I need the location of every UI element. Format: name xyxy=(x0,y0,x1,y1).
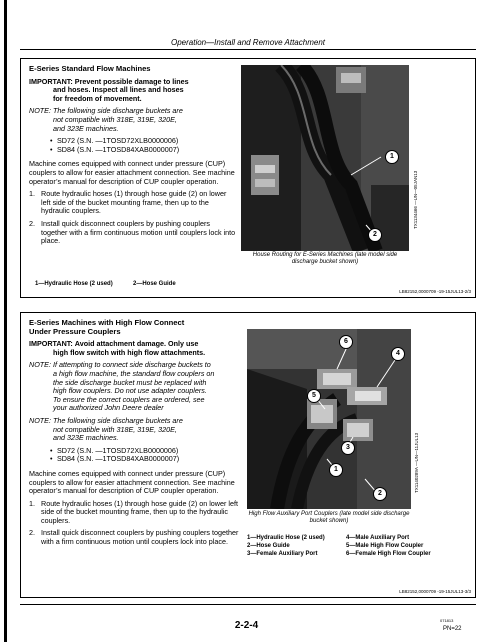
pn-label: PN=22 xyxy=(443,626,462,632)
figure-caption: House Routing for E-Series Machines (late model side discharge bucket shown) xyxy=(252,252,398,265)
legend-item: 2—Hose Guide xyxy=(247,543,290,549)
legend-item: 5—Male High Flow Coupler xyxy=(346,543,424,549)
callout-2: 2 xyxy=(368,228,382,242)
page-edge-bar xyxy=(4,0,7,642)
section-standard-flow xyxy=(20,58,476,298)
section2-note-high-flow: NOTE: If attempting to connect side discharge buckets to a high flow machine, the standard flow couplers on the side discharge bucket must be replaced with high flow couplers. Do not use adapter couplers. To ensure the correct couplers are ordered, see your authorized John Deere dealer xyxy=(29,360,215,413)
callout-4: 4 xyxy=(391,347,405,361)
reference-code: LB82152,0000709 -19-15JUL13-2/3 xyxy=(399,289,471,294)
section1-heading: E-Series Standard Flow Machines xyxy=(29,64,151,73)
callout-1: 1 xyxy=(385,150,399,164)
page-header: Operation—Install and Remove Attachment xyxy=(170,38,325,47)
section2-paragraph: Machine comes equipped with connect under pressure (CUP) couplers to allow for easier attachment connection. See machine operator’s manual for description of CUP coupler operation. xyxy=(29,468,235,496)
step-item: 2. Install quick disconnect couplers by pushing couplers together with a firm continuous motion until couplers lock into place. xyxy=(29,528,239,547)
bullet-item: • SD84 (S.N. —1TOSD84XAB0000007) xyxy=(29,146,237,155)
step-item: 2. Install quick disconnect couplers by pushing couplers together with a firm continuous motion until couplers lock into place. xyxy=(29,218,236,246)
callout-1: 1 xyxy=(329,463,343,477)
callout-2: 2 xyxy=(373,487,387,501)
footer-rule xyxy=(20,604,476,605)
section1-note: NOTE: The following side discharge buckets are not compatible with 318E, 319E, 320E, and 323E machines. xyxy=(29,106,183,133)
section2-note-compat: NOTE: The following side discharge buckets are not compatible with 318E, 319E, 320E, and 323E machines. xyxy=(29,415,183,443)
section2-important: IMPORTANT: Avoid attachment damage. Only use high flow switch with high flow attachments. xyxy=(29,339,206,357)
header-rule xyxy=(20,49,476,50)
step-item: 1. Route hydraulic hoses (1) through hose guide (2) on lower left side of the bucket mounting frame, then up to the hydraulic couplers. xyxy=(29,189,227,216)
callout-6: 6 xyxy=(339,335,353,349)
hose-routing-illustration xyxy=(241,65,409,251)
hose-routing-photo xyxy=(241,65,409,251)
legend-item: 4—Male Auxiliary Port xyxy=(346,535,410,541)
legend-item: 1—Hydraulic Hose (2 used) xyxy=(35,281,113,287)
figure-code: TX1140289A —UN—11JUL13 xyxy=(414,432,419,493)
coupler-illustration xyxy=(247,329,411,509)
step-item: 1. Route hydraulic hoses (1) through hose guide (2) on lower left side of the bucket mounting frame, then up to the hydraulic couplers. xyxy=(29,498,238,525)
footer-code: 071813 xyxy=(440,618,454,623)
reference-code: LB82152,0000709 -19-15JUL13-3/3 xyxy=(399,589,471,594)
section2-text xyxy=(29,319,239,551)
section1-important: IMPORTANT: Prevent possible damage to lines and hoses. Inspect all lines and hoses for freedom of movement. xyxy=(29,76,189,103)
page-number: 2-2-4 xyxy=(234,620,259,631)
section2-heading: E-Series Machines with High Flow Connect Under Pressure Couplers xyxy=(29,318,185,336)
legend-item: 6—Female High Flow Coupler xyxy=(346,551,431,557)
callout-5: 5 xyxy=(307,389,321,403)
figure-code: TX1134466 —UN—05JAN13 xyxy=(413,170,418,229)
callout-3: 3 xyxy=(341,441,355,455)
figure-caption: High Flow Auxiliary Port Couplers (late model side discharge bucket shown) xyxy=(248,511,410,524)
legend-item: 1—Hydraulic Hose (2 used) xyxy=(247,535,325,541)
bullet-item: • SD84 (S.N. —1TOSD84XAB0000007) xyxy=(29,455,239,464)
coupler-photo xyxy=(247,329,411,509)
bullet-item: • SD72 (S.N. —1TOSD72XLB0000006) xyxy=(29,137,237,146)
bullet-item: • SD72 (S.N. —1TOSD72XLB0000006) xyxy=(29,447,239,456)
section1-paragraph: Machine comes equipped with connect under pressure (CUP) couplers to allow for easier attachment connection. See machine operator’s manual for description of CUP coupler operation. xyxy=(29,159,235,186)
section-high-flow xyxy=(20,312,476,598)
section1-text xyxy=(29,65,237,250)
legend-item: 3—Female Auxiliary Port xyxy=(247,551,318,557)
legend-item: 2—Hose Guide xyxy=(133,281,176,287)
